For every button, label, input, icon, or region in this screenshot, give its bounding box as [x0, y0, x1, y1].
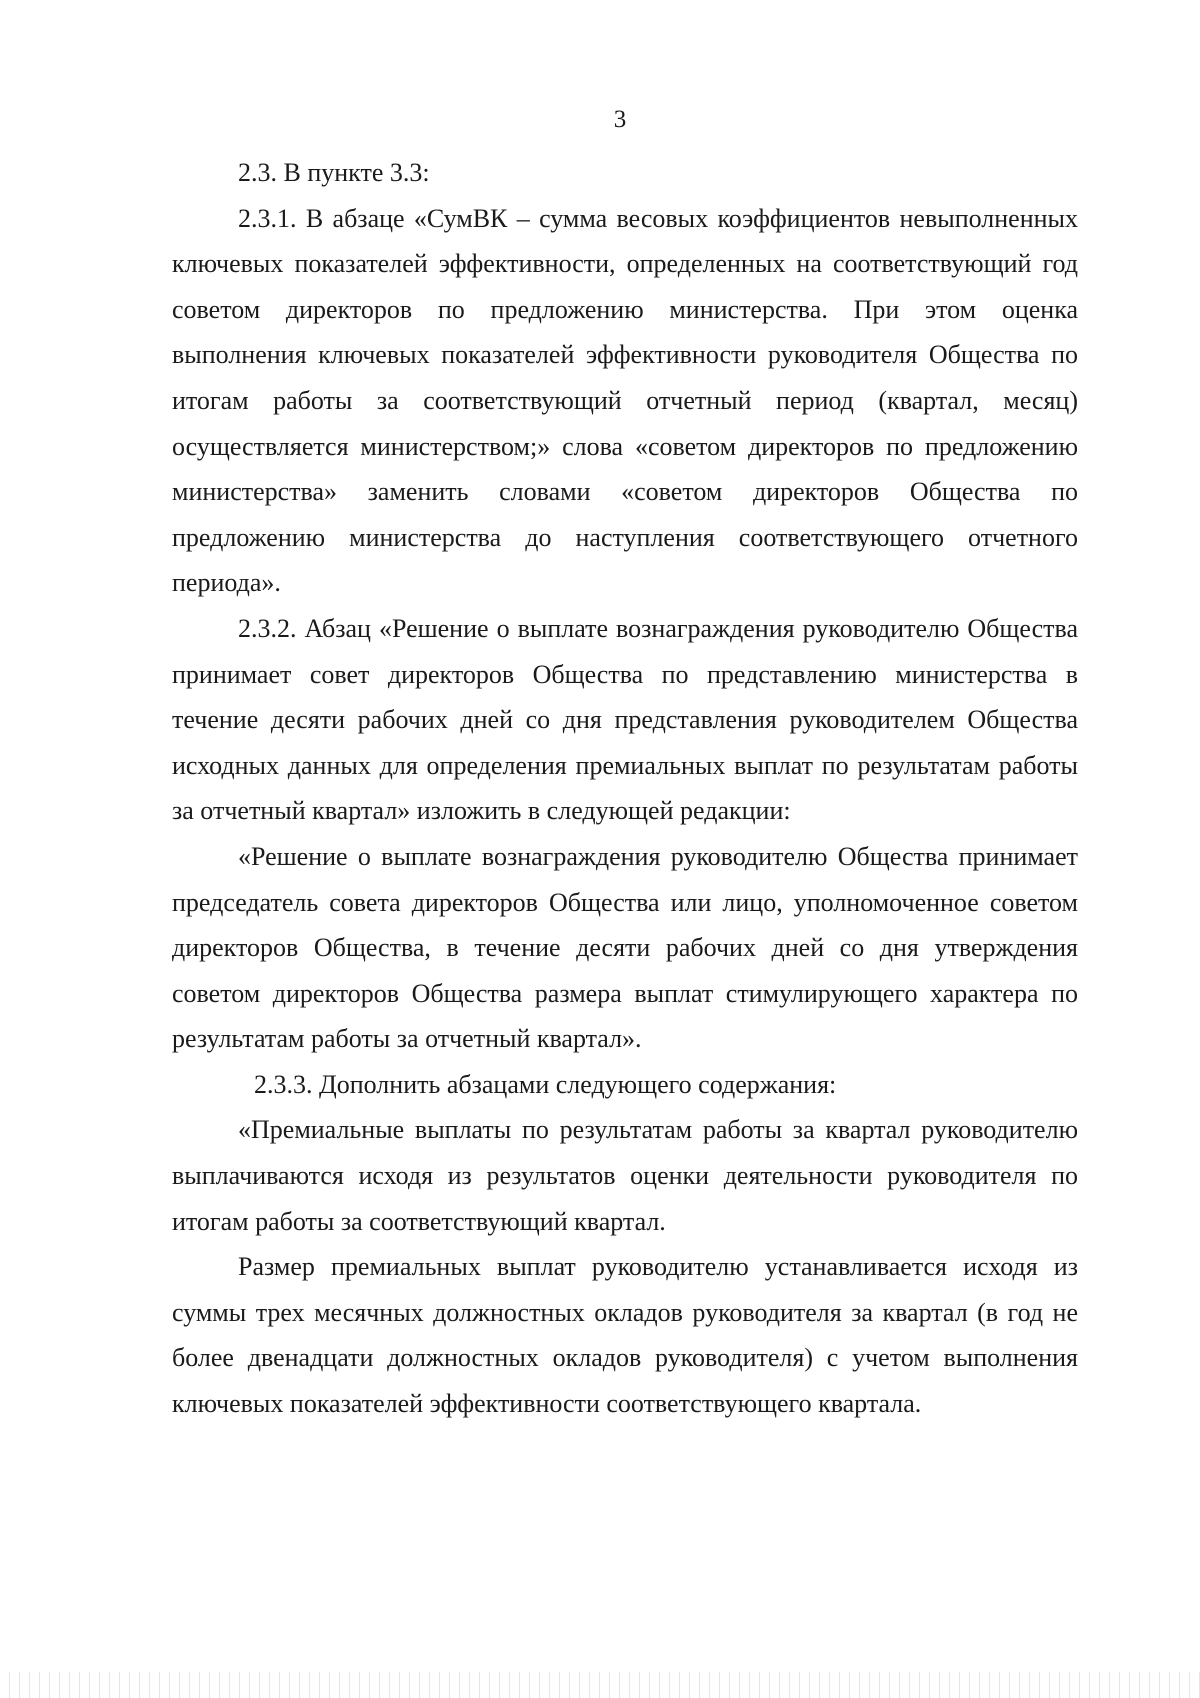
page-number: 3	[613, 106, 627, 133]
paragraph-2-3-3: 2.3.3. Дополнить абзацами следующего содержания:	[254, 1069, 837, 1099]
paragraph-bonus-size: Размер премиальных выплат руководителю устанавливается исходя из суммы трех месячных должностных окладов руководителя за квартал (в год не более двенадцати должностных окладов руководителя) с учетом выполнения ключевых показателей эффективности соответствующего квартала.	[172, 1252, 1078, 1419]
document-body	[172, 150, 1078, 1427]
paragraph-2-3: 2.3. В пункте 3.3:	[238, 158, 430, 187]
paragraph-quote-decision: «Решение о выплате вознаграждения руководителю Общества принимает председатель совета директоров Общества или лицо, уполномоченное советом директоров Общества, в течение десяти рабочих дней со дня утверждения советом директоров Общества размера выплат стимулирующего характера по результатам работы за отчетный квартал».	[172, 841, 1078, 1054]
paragraph-2-3-1: 2.3.1. В абзаце «СумВК – сумма весовых коэффициентов невыполненных ключевых показателей эффективности, определенных на соответствующий год советом директоров по предложению министерства. При этом оценка выполнения ключевых показателей эффективности руководителя Общества по итогам работы за соответствующий отчетный период (квартал, месяц) осуществляется министерством;» слова «советом директоров по предложению министерства» заменить словами «советом директоров Общества по предложению министерства до наступления соответствующего отчетного периода».	[172, 203, 1078, 598]
paragraph-quote-bonus: «Премиальные выплаты по результатам работы за квартал руководителю выплачиваются исходя из результатов оценки деятельности руководителя по итогам работы за соответствующий квартал.	[172, 1115, 1078, 1236]
scan-edge-noise	[0, 1672, 1200, 1698]
paragraph-2-3-2: 2.3.2. Абзац «Решение о выплате вознаграждения руководителю Общества принимает совет директоров Общества по представлению министерства в течение десяти рабочих дней со дня представления руководителем Общества исходных данных для определения премиальных выплат по результатам работы за отчетный квартал» изложить в следующей редакции:	[172, 613, 1078, 826]
